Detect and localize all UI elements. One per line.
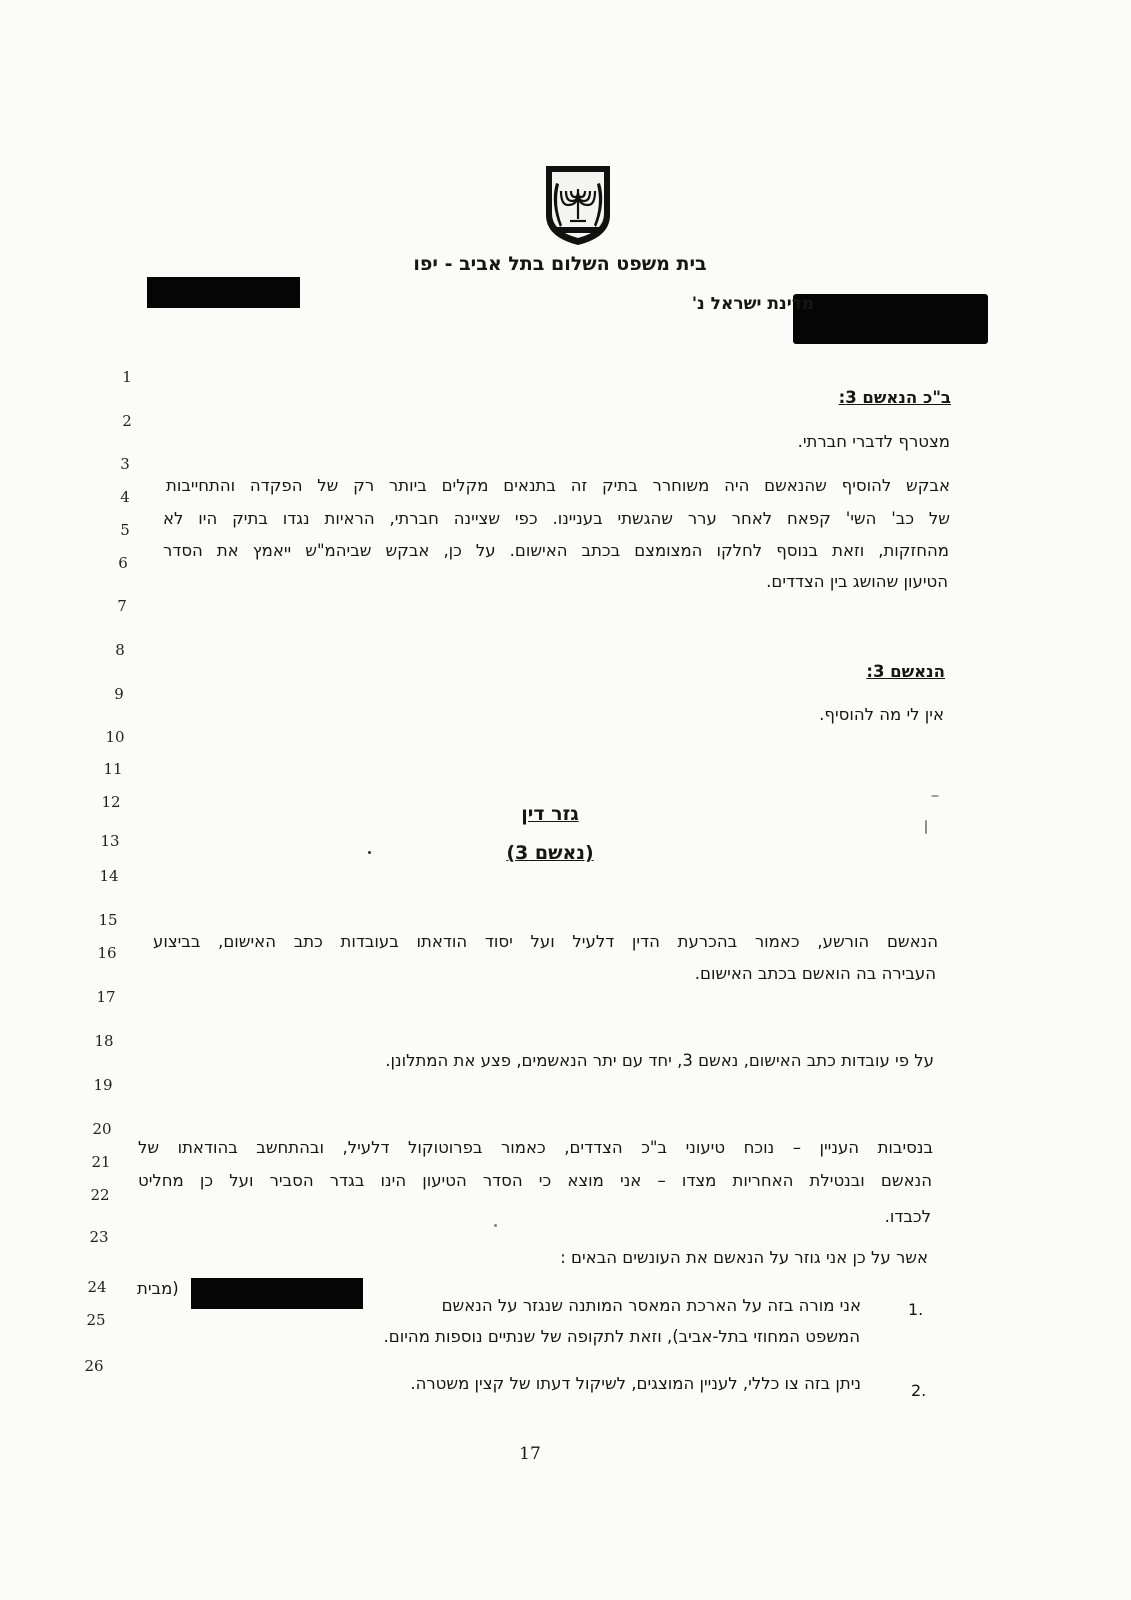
list-marker: 2.: [911, 1381, 927, 1400]
list-item-line: (מבית: [137, 1279, 179, 1298]
scan-artifact: [925, 820, 927, 834]
line-number: 23: [89, 1228, 109, 1246]
defense-line: מהחזקות, וזאת בנוסף לחלקו המצומצם בכתב האישום. על כן, אבקש שביהמ"ש ייאמץ את הסדר: [163, 541, 949, 560]
paragraph-line: אשר על כן אני גוזר על הנאשם את העונשים הבאים :: [560, 1248, 928, 1267]
line-number: 15: [98, 911, 118, 929]
defense-line: הטיעון שהושג בין הצדדים.: [766, 572, 948, 591]
line-number: 1: [122, 368, 132, 386]
line-number: 16: [97, 944, 117, 962]
line-number: 14: [99, 867, 119, 885]
paragraph-line: על פי עובדות כתב האישום, נאשם 3, יחד עם יתר הנאשמים, פצע את המתלונן.: [385, 1051, 934, 1070]
accused-statement: אין לי מה להוסיף.: [819, 705, 944, 724]
paragraph-line: לכבדו.: [884, 1207, 931, 1226]
line-number: 21: [91, 1153, 111, 1171]
line-number: 22: [90, 1186, 110, 1204]
list-item-line: אני מורה בזה על הארכת המאסר המותנה שנגזר על הנאשם: [441, 1296, 861, 1315]
line-number: 7: [117, 597, 127, 615]
redaction-box: [191, 1278, 363, 1309]
accused-heading: הנאשם 3:: [866, 662, 945, 681]
defense-counsel-heading: ב"כ הנאשם 3:: [838, 388, 951, 407]
scan-artifact: [494, 1224, 497, 1227]
paragraph-line: בנסיבות העניין – נוכח טיעוני ב"כ הצדדים, כאמור בפרוטוקול דלעיל, ובהתחשב בהודאתו של: [138, 1138, 933, 1157]
court-title: בית משפט השלום בתל אביב - יפו: [413, 253, 707, 275]
line-number: 2: [122, 412, 132, 430]
line-number: 12: [101, 793, 121, 811]
line-number: 17: [96, 988, 116, 1006]
line-number: 20: [92, 1120, 112, 1138]
redaction-box: [793, 294, 988, 344]
defense-line: מצטרף לדברי חברתי.: [797, 432, 950, 451]
case-parties-line: מדינת ישראל נ': [691, 294, 814, 314]
list-item-line: המשפט המחוזי בתל-אביב), וזאת לתקופה של שנתיים נוספות מהיום.: [383, 1327, 860, 1346]
scan-artifact: [368, 851, 371, 854]
line-number: 10: [105, 728, 125, 746]
redaction-box: [147, 277, 300, 308]
line-number: 4: [120, 488, 130, 506]
line-number: 3: [120, 455, 130, 473]
list-marker: 1.: [908, 1300, 924, 1319]
line-number: 13: [100, 832, 120, 850]
line-number: 9: [114, 685, 124, 703]
line-number: 6: [118, 554, 128, 572]
line-number: 18: [94, 1032, 114, 1050]
line-number: 26: [84, 1357, 104, 1375]
state-emblem-icon: [540, 163, 616, 247]
defense-line: אבקש להוסיף שהנאשם היה משוחרר בתיק זה בתנאים מקלים ביותר רק של הפקדה והתחייבות: [166, 476, 950, 495]
paragraph-line: הנאשם הורשע, כאמור בהכרעת הדין דלעיל ועל יסוד הודאתו בעובדות כתב האישום, בביצוע: [153, 932, 938, 951]
line-number: 25: [86, 1311, 106, 1329]
line-number: 8: [115, 641, 125, 659]
line-number: 5: [120, 521, 130, 539]
line-number: 11: [103, 760, 123, 778]
paragraph-line: העבירה בה הואשם בכתב האישום.: [694, 964, 936, 983]
verdict-title: גזר דין: [521, 803, 579, 825]
line-number: 24: [87, 1278, 107, 1296]
list-item-line: ניתן בזה צו כללי, לעניין המוצגים, לשיקול דעתו של קצין משטרה.: [410, 1374, 861, 1393]
line-number: 19: [93, 1076, 113, 1094]
scan-artifact: [931, 795, 939, 797]
page-number: 17: [519, 1444, 541, 1464]
verdict-subtitle: (נאשם 3): [506, 842, 594, 864]
defense-line: של כב' השי' קפאח לאחר ערר שהגשתי בעניינו. כפי שציינה חברתי, הראיות נגדו בתיק היו לא: [163, 509, 950, 528]
paragraph-line: הנאשם ובנטילת האחריות מצדו – אני מוצא כי הסדר הטיעון הינו בגדר הסביר ועל כן מחליט: [138, 1171, 932, 1190]
